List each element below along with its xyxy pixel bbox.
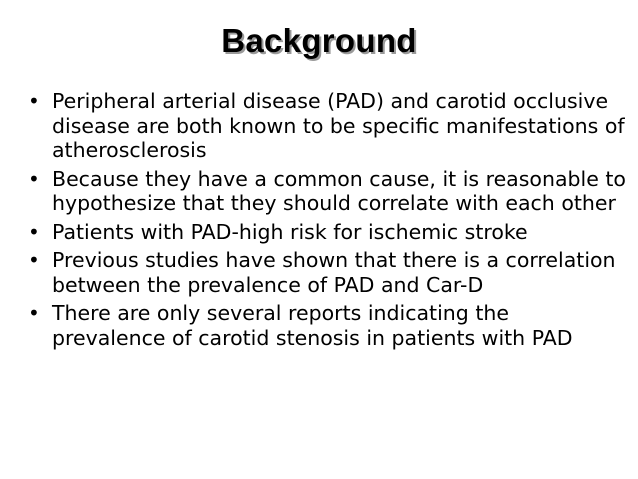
bullet-item xyxy=(26,167,626,216)
bullet-item xyxy=(26,248,626,297)
bullet-marker: • xyxy=(28,219,40,244)
bullet-list xyxy=(26,89,626,354)
bullet-item xyxy=(26,220,626,245)
bullet-item xyxy=(26,89,626,163)
bullet-marker: • xyxy=(28,166,40,191)
bullet-marker: • xyxy=(28,301,40,325)
bullet-text: Peripheral arterial disease (PAD) and carotid occlusive disease are both known to be specific manifestations of atherosclerosis xyxy=(52,89,625,162)
bullet-marker: • xyxy=(28,248,40,272)
bullet-text: Because they have a common cause, it is reasonable to hypothesize that they should correlate with each other xyxy=(52,166,626,215)
bullet-text: There are only several reports indicating the prevalence of carotid stenosis in patients with PAD xyxy=(52,301,573,350)
bullet-text: Previous studies have shown that there is a correlation between the prevalence of PAD and Car-D xyxy=(52,248,616,297)
bullet-item xyxy=(26,301,626,350)
bullet-text: Patients with PAD-high risk for ischemic stroke xyxy=(52,219,528,244)
slide-title: Background xyxy=(221,22,417,59)
bullet-marker: • xyxy=(28,89,40,113)
